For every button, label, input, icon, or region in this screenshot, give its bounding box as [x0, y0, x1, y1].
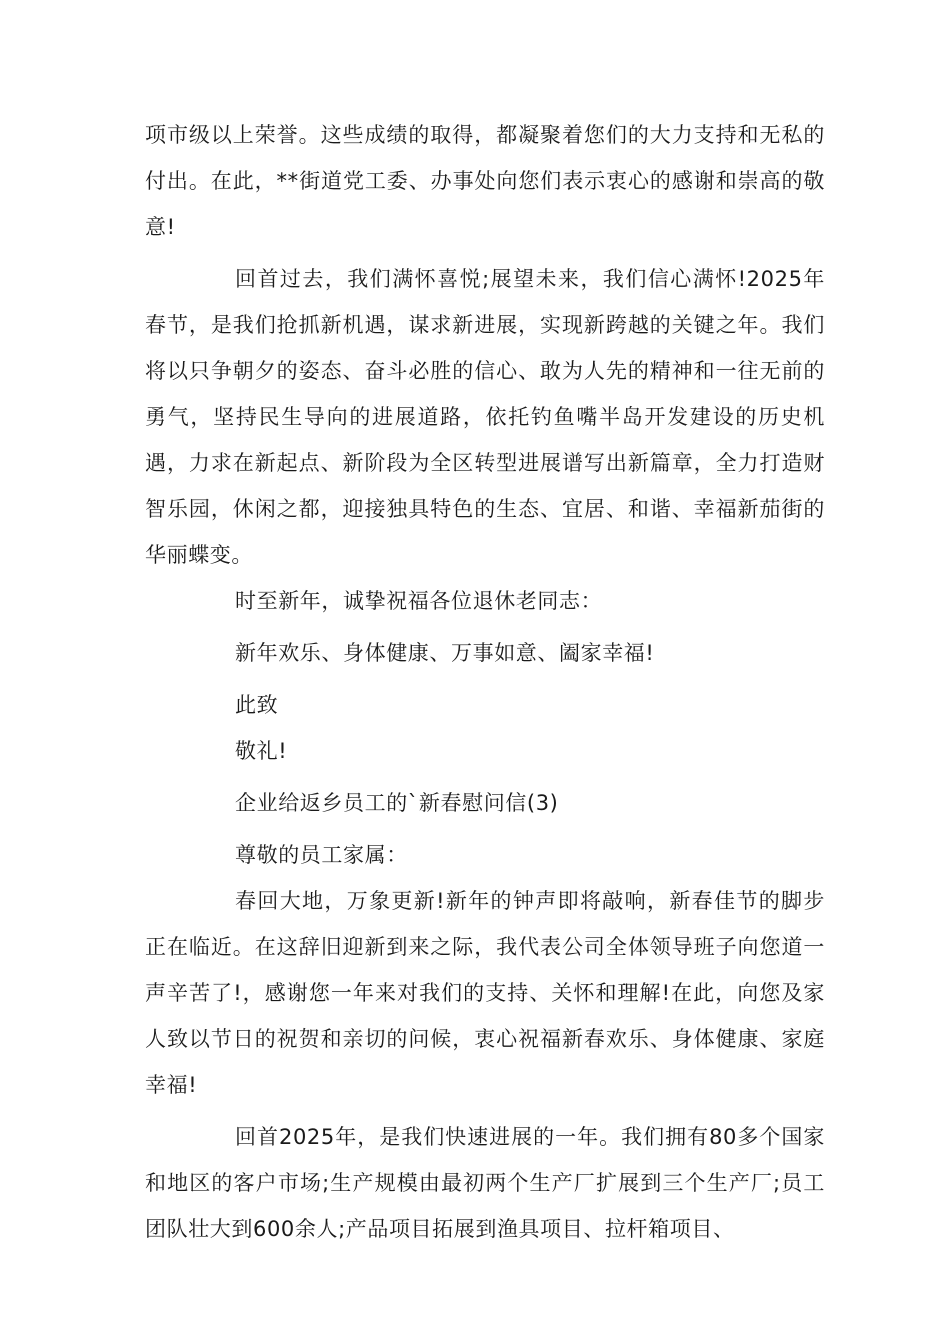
paragraph-regards: 敬礼!: [235, 739, 288, 763]
paragraph-honors-continued: 项市级以上荣誉。这些成绩的取得，都凝聚着您们的大力支持和无私的付出。在此，**街道党工委、办事处向您们表示衷心的感谢和崇高的敬意!: [145, 123, 825, 239]
paragraph-addressee: 尊敬的员工家属：: [235, 843, 408, 867]
paragraph-spring-greeting: 春回大地，万象更新!新年的钟声即将敲响，新春佳节的脚步正在临近。在这辞旧迎新到来之际，我代表公司全体领导班子向您道一声辛苦了!，感谢您一年来对我们的支持、关怀和理解!在此，向您及家人致以节日的祝贺和亲切的问候，衷心祝福新春欢乐、身体健康、家庭幸福!: [145, 889, 825, 1097]
section-title: 企业给返乡员工的`新春慰问信(3): [235, 791, 559, 815]
paragraph-new-year-greeting-intro: 时至新年，诚挚祝福各位退休老同志：: [235, 589, 603, 613]
paragraph-salutation: 此致: [235, 693, 279, 717]
paragraph-review-outlook: 回首过去，我们满怀喜悦;展望未来，我们信心满怀!2025年春节，是我们抢抓新机遇，谋求新进展，实现新跨越的关键之年。我们将以只争朝夕的姿态、奋斗必胜的信心、敢为人先的精神和一往无前的勇气，坚持民生导向的进展道路，依托钓鱼嘴半岛开发建设的历史机遇，力求在新起点、新阶段为全区转型进展谱写出新篇章，全力打造财智乐园，休闲之都，迎接独具特色的生态、宜居、和谐、幸福新茄街的华丽蝶变。: [145, 267, 825, 567]
paragraph-new-year-wishes: 新年欢乐、身体健康、万事如意、阖家幸福!: [235, 641, 655, 665]
document-body: [145, 112, 825, 1252]
paragraph-year-review: 回首2025年，是我们快速进展的一年。我们拥有80多个国家和地区的客户市场;生产规模由最初两个生产厂扩展到三个生产厂;员工团队壮大到600余人;产品项目拓展到渔具项目、拉杆箱项目、: [145, 1125, 825, 1241]
